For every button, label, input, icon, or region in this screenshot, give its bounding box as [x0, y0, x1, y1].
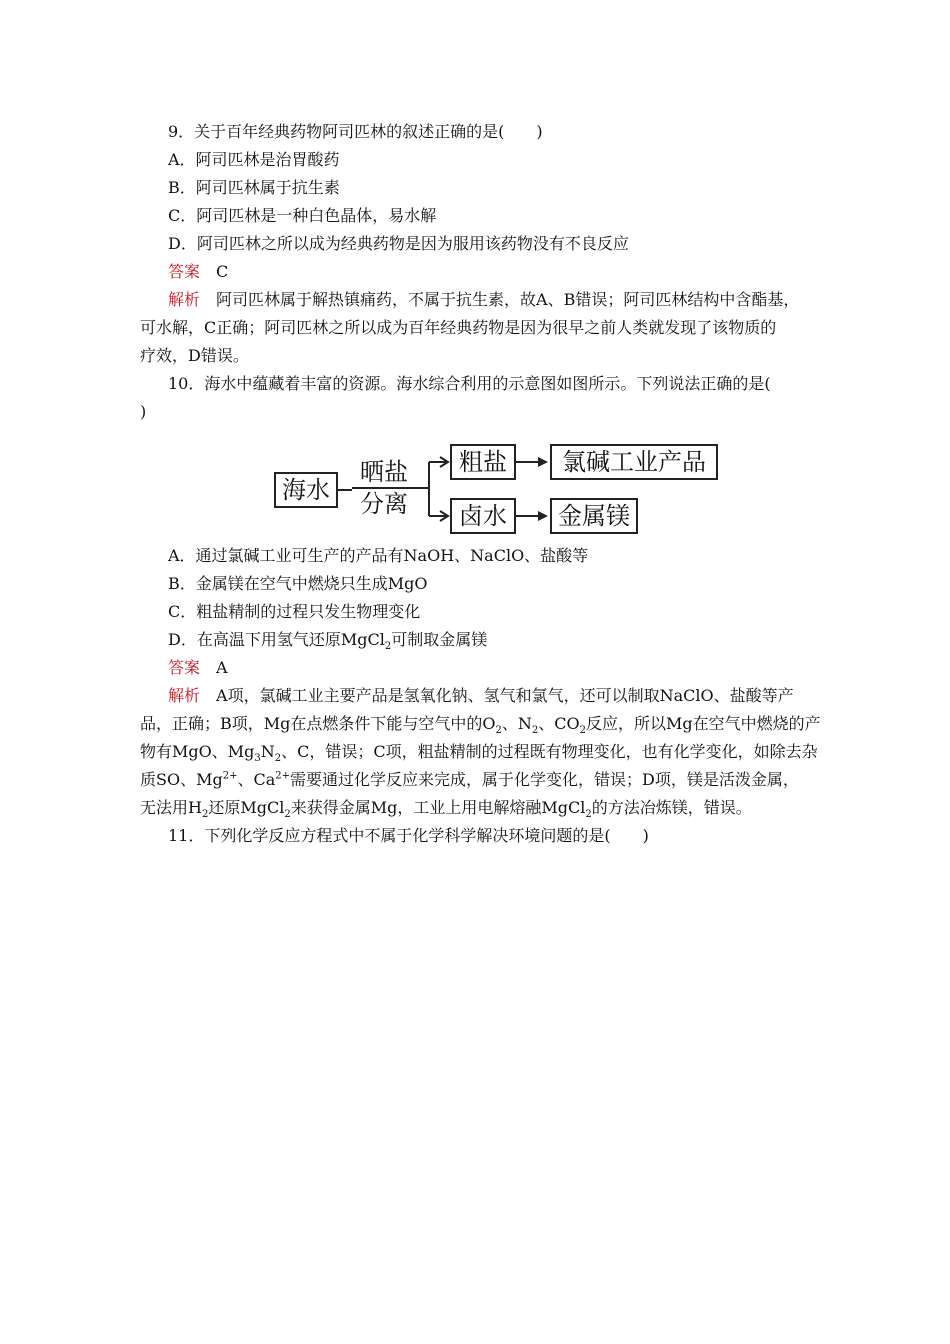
q10-option-c: C．粗盐精制的过程只发生物理变化: [168, 602, 421, 621]
subscript: 3: [254, 753, 261, 765]
q9-analysis-line1: [168, 286, 848, 314]
q9-analysis-line3: 疗效，D错误。: [140, 346, 249, 365]
q9-option-c: C．阿司匹林是一种白色晶体，易水解: [168, 206, 437, 225]
q10-analysis-line4: [140, 766, 820, 794]
q9-analysis-line2: 可水解，C正确；阿司匹林之所以成为百年经典药物是因为很早之前人类就发现了该物质的: [140, 318, 777, 337]
q10-answer-value: A: [216, 658, 228, 677]
q9-analysis-label: 解析: [168, 290, 201, 309]
seawater-flow-diagram: [272, 440, 722, 540]
q10-stem-line2: ): [140, 402, 147, 421]
box-chlor-alkali-products: 氯碱工业产品: [550, 444, 718, 480]
q10-analysis-line2: [140, 710, 820, 738]
q10-stem-line1: 10．海水中蕴藏着丰富的资源。海水综合利用的示意图如图所示。下列说法正确的是(: [168, 374, 771, 393]
q9-option-b: B．阿司匹林属于抗生素: [168, 178, 340, 197]
q10-analysis-line3: [140, 738, 820, 766]
subscript: 2: [384, 641, 392, 653]
text-run: 的方法冶炼镁，错误。: [591, 798, 752, 817]
box-magnesium: 金属镁: [550, 498, 638, 534]
box-brine: 卤水: [450, 498, 516, 534]
q10-option-a: A．通过氯碱工业可生产的产品有NaOH、NaClO、盐酸等: [168, 546, 589, 565]
box-seawater: 海水: [274, 472, 338, 508]
q9-option-a: A．阿司匹林是治胃酸药: [168, 150, 340, 169]
text-run: 来获得金属Mg，工业上用电解熔融MgCl: [290, 798, 586, 817]
superscript: 2+: [275, 770, 291, 782]
q10-analysis-label: 解析: [168, 686, 201, 705]
text-run: 、C，错误；C项，粗盐精制的过程既有物理变化，也有化学变化，如除去杂: [281, 742, 818, 761]
q10-option-d: [168, 626, 848, 654]
text-run: 、CO: [538, 714, 580, 733]
q10-option-d-text: D．在高温下用氢气还原MgCl: [168, 630, 385, 649]
q10-option-b: B．金属镁在空气中燃烧只生成MgO: [168, 574, 428, 593]
text-run: 需要通过化学反应来完成，属于化学变化，错误；D项，镁是活泼金属，: [290, 770, 799, 789]
text-run: 还原MgCl: [208, 798, 285, 817]
q10-answer-label: 答案: [168, 658, 201, 677]
subscript: 2: [274, 753, 282, 765]
process-label-top: 晒盐: [360, 458, 408, 486]
subscript: 2: [531, 725, 539, 737]
text-run: N: [260, 742, 275, 761]
text-run: 质SO、Mg: [140, 770, 223, 789]
text-run: 反应，所以Mg在空气中燃烧的产: [586, 714, 821, 733]
text-run: 物有MgO、Mg: [140, 742, 255, 761]
q10-answer: [168, 654, 848, 682]
text-run: 品，正确；B项，Mg在点燃条件下能与空气中的O: [140, 714, 496, 733]
subscript: 2: [495, 725, 502, 737]
q10-analysis-line1: [168, 682, 848, 710]
subscript: 2: [284, 809, 291, 821]
q9-analysis-text1: 阿司匹林属于解热镇痛药，不属于抗生素，故A、B错误；阿司匹林结构中含酯基，: [216, 290, 800, 309]
subscript: 2: [579, 725, 587, 737]
q9-stem: 9．关于百年经典药物阿司匹林的叙述正确的是( ): [168, 122, 543, 141]
subscript: 2: [201, 809, 209, 821]
text-run: 无法用H: [140, 798, 202, 817]
q9-option-d: D．阿司匹林之所以成为经典药物是因为服用该药物没有不良反应: [168, 234, 629, 253]
q11-stem: 11．下列化学反应方程式中不属于化学科学解决环境问题的是( ): [168, 826, 649, 845]
q10-analysis-line5: [140, 794, 820, 822]
q9-answer-value: C: [216, 262, 229, 281]
process-label-bottom: 分离: [360, 490, 408, 518]
q10-option-d-text-end: 可制取金属镁: [391, 630, 488, 649]
superscript: 2+: [222, 770, 238, 782]
q9-answer-label: 答案: [168, 262, 201, 281]
box-crude-salt: 粗盐: [450, 444, 516, 480]
q9-answer: [168, 258, 848, 286]
q10-analysis-text1: A项，氯碱工业主要产品是氢氧化钠、氢气和氯气，还可以制取NaClO、盐酸等产: [216, 686, 794, 705]
text-run: 、N: [501, 714, 532, 733]
text-run: 、Ca: [237, 770, 276, 789]
subscript: 2: [585, 809, 592, 821]
